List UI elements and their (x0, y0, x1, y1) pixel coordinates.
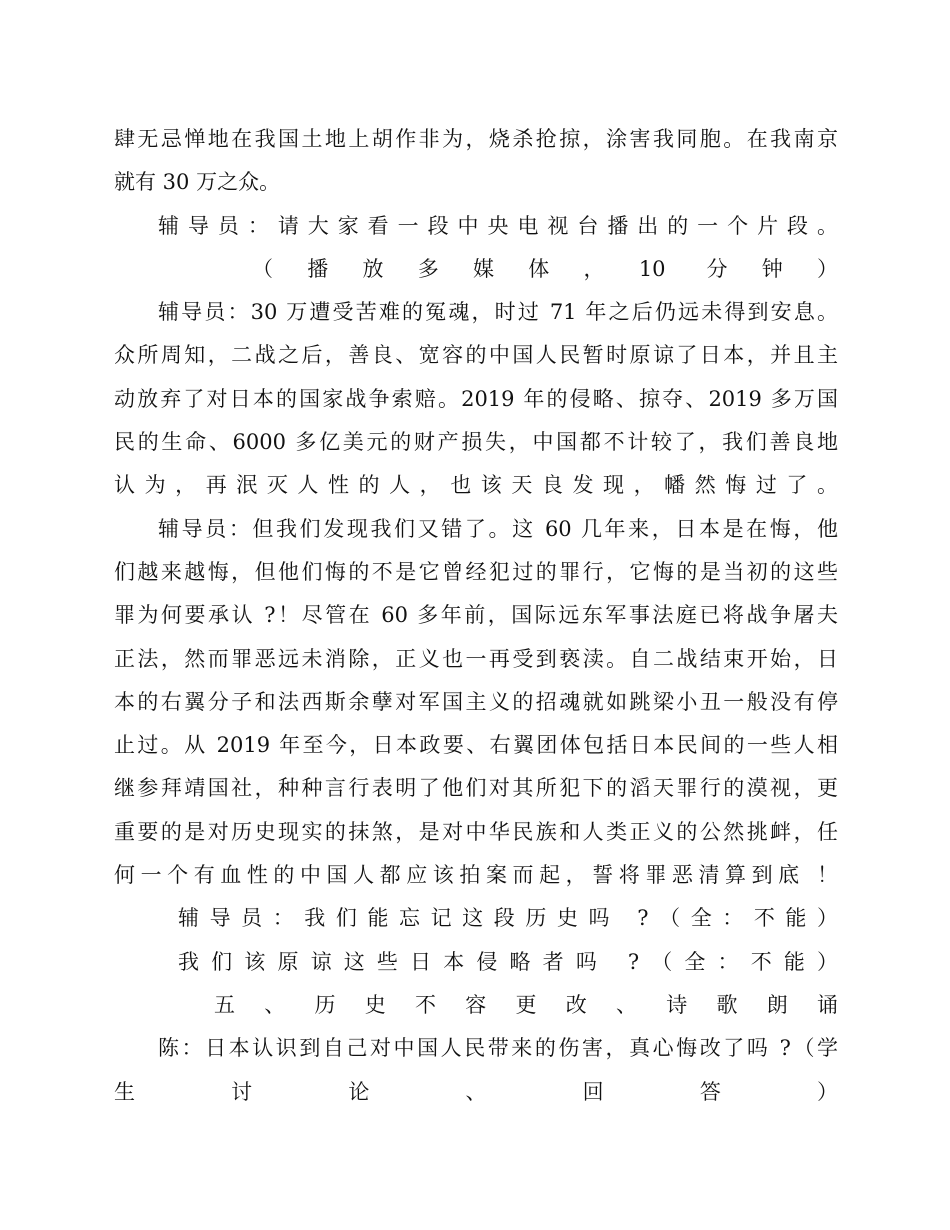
text-line: 重要的是对历史现实的抹煞，是对中华民族和人类正义的公然挑衅，任 (114, 819, 838, 844)
document-page (114, 118, 838, 1114)
text-line: 正法，然而罪恶远未消除，正义也一再受到亵渎。自二战结束开始，日 (114, 646, 838, 671)
counselor-question-line: 我们该原谅这些日本侵略者吗 ?（全：不能） (178, 949, 838, 974)
text-line: 肆无忌惮地在我国土地上胡作非为，烧杀抢掠，涂害我同胞。在我南京 (114, 127, 838, 151)
text-line: 众所周知，二战之后，善良、宽容的中国人民暂时原谅了日本，并且主 (114, 343, 838, 368)
text-line: 何一个有血性的中国人都应该拍案而起，誓将罪恶清算到底 ！ (114, 863, 838, 888)
text-line: 止过。从 2019 年至今，日本政要、右翼团体包括日本民间的一些人相 (114, 733, 838, 758)
text-line: 民的生命、6000 多亿美元的财产损失，中国都不计较了，我们善良地 (114, 430, 838, 455)
text-line: 们越来越悔，但他们悔的不是它曾经犯过的罪行，它悔的是当初的这些 (114, 559, 838, 584)
text-line: 本的右翼分子和法西斯余孽对军国主义的招魂就如跳梁小丑一般没有停 (114, 689, 838, 714)
text-line: 生讨论、回答） (114, 1079, 838, 1104)
section-heading: 五、历史不容更改、诗歌朗诵 (214, 992, 838, 1017)
counselor-speech-line: 辅导员：请大家看一段中央电视台播出的一个片段。 (158, 213, 838, 238)
text-line: 认为，再泯灭人性的人，也该天良发现，幡然悔过了。 (114, 473, 838, 498)
text-line: 动放弃了对日本的国家战争索赔。2019 年的侵略、掠夺、2019 多万国 (114, 386, 838, 411)
text-line: 就有 30 万之众。 (114, 170, 281, 195)
stage-direction-media: （播放多媒体，10 分钟） (252, 256, 838, 281)
text-line: 罪为何要承认 ?！尽管在 60 多年前，国际远东军事法庭已将战争屠夫 (114, 603, 838, 628)
text-line: 继参拜靖国社，种种言行表明了他们对其所犯下的滔天罪行的漠视，更 (114, 776, 838, 801)
chen-question-line: 陈：日本认识到自己对中国人民带来的伤害，真心悔改了吗 ?（学 (158, 1036, 838, 1061)
counselor-speech-line: 辅导员：但我们发现我们又错了。这 60 几年来，日本是在悔，他 (158, 516, 838, 541)
counselor-speech-line: 辅导员：30 万遭受苦难的冤魂，时过 71 年之后仍远未得到安息。 (158, 300, 838, 325)
counselor-question-line: 辅导员：我们能忘记这段历史吗 ?（全：不能） (178, 906, 838, 931)
